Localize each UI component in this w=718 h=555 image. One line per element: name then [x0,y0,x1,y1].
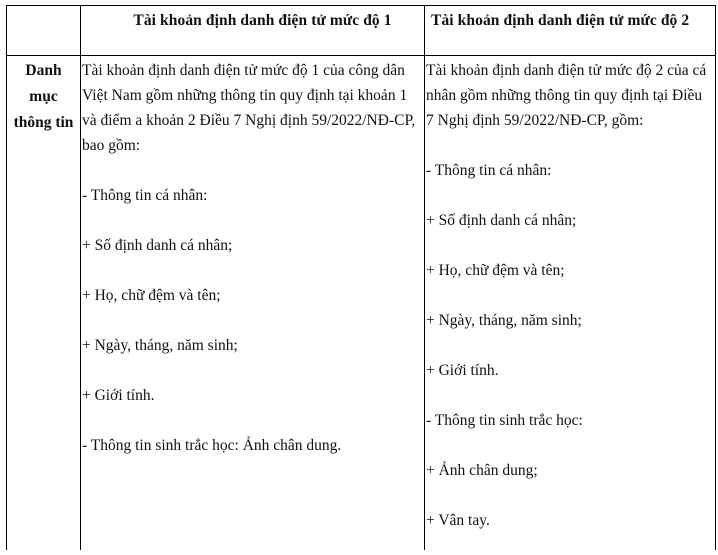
level-2-item: + Ngày, tháng, năm sinh; [426,312,582,329]
table-row [7,56,716,550]
level-2-content-cell [425,56,716,550]
level-1-item: + Giới tính. [82,387,155,404]
level-1-item: - Thông tin cá nhân: [82,187,208,204]
level-2-item: - Thông tin cá nhân: [426,162,552,179]
level-1-item: + Họ, chữ đệm và tên; [82,287,221,304]
level-1-intro: Tài khoản định danh điện tử mức độ 1 của công dân Việt Nam gồm những thông tin quy định tại khoản 1 và điểm a khoản 2 Điều 7 Nghị định 59/2022/NĐ-CP, bao gồm: [82,62,416,154]
level-2-item: + Họ, chữ đệm và tên; [426,262,565,279]
header-corner-cell [7,6,81,56]
header-level-2: Tài khoản định danh điện tử mức độ 2 [425,6,716,56]
level-2-intro: Tài khoản định danh điện tử mức độ 2 của cá nhân gồm những thông tin quy định tại Điều 7 Nghị định 59/2022/NĐ-CP, gồm: [426,62,707,129]
level-2-item: + Ảnh chân dung; [426,462,538,479]
level-2-item: - Thông tin sinh trắc học: [426,412,583,429]
level-2-item: + Giới tính. [426,362,499,379]
header-level-1: Tài khoản định danh điện tử mức độ 1 [81,6,425,56]
level-1-item: + Số định danh cá nhân; [82,237,233,254]
row-label-line: thông tin [13,114,74,131]
row-label-line: Danh [25,62,62,79]
level-2-item: + Số định danh cá nhân; [426,212,577,229]
row-label-line: mục [29,88,58,105]
level-1-item: - Thông tin sinh trắc học: Ảnh chân dung. [82,437,342,454]
table-header-row [7,6,716,56]
row-label-cell [7,56,81,550]
comparison-table [6,5,716,550]
level-1-content-cell [81,56,425,550]
level-2-item: + Vân tay. [426,512,490,529]
level-1-item: + Ngày, tháng, năm sinh; [82,337,238,354]
